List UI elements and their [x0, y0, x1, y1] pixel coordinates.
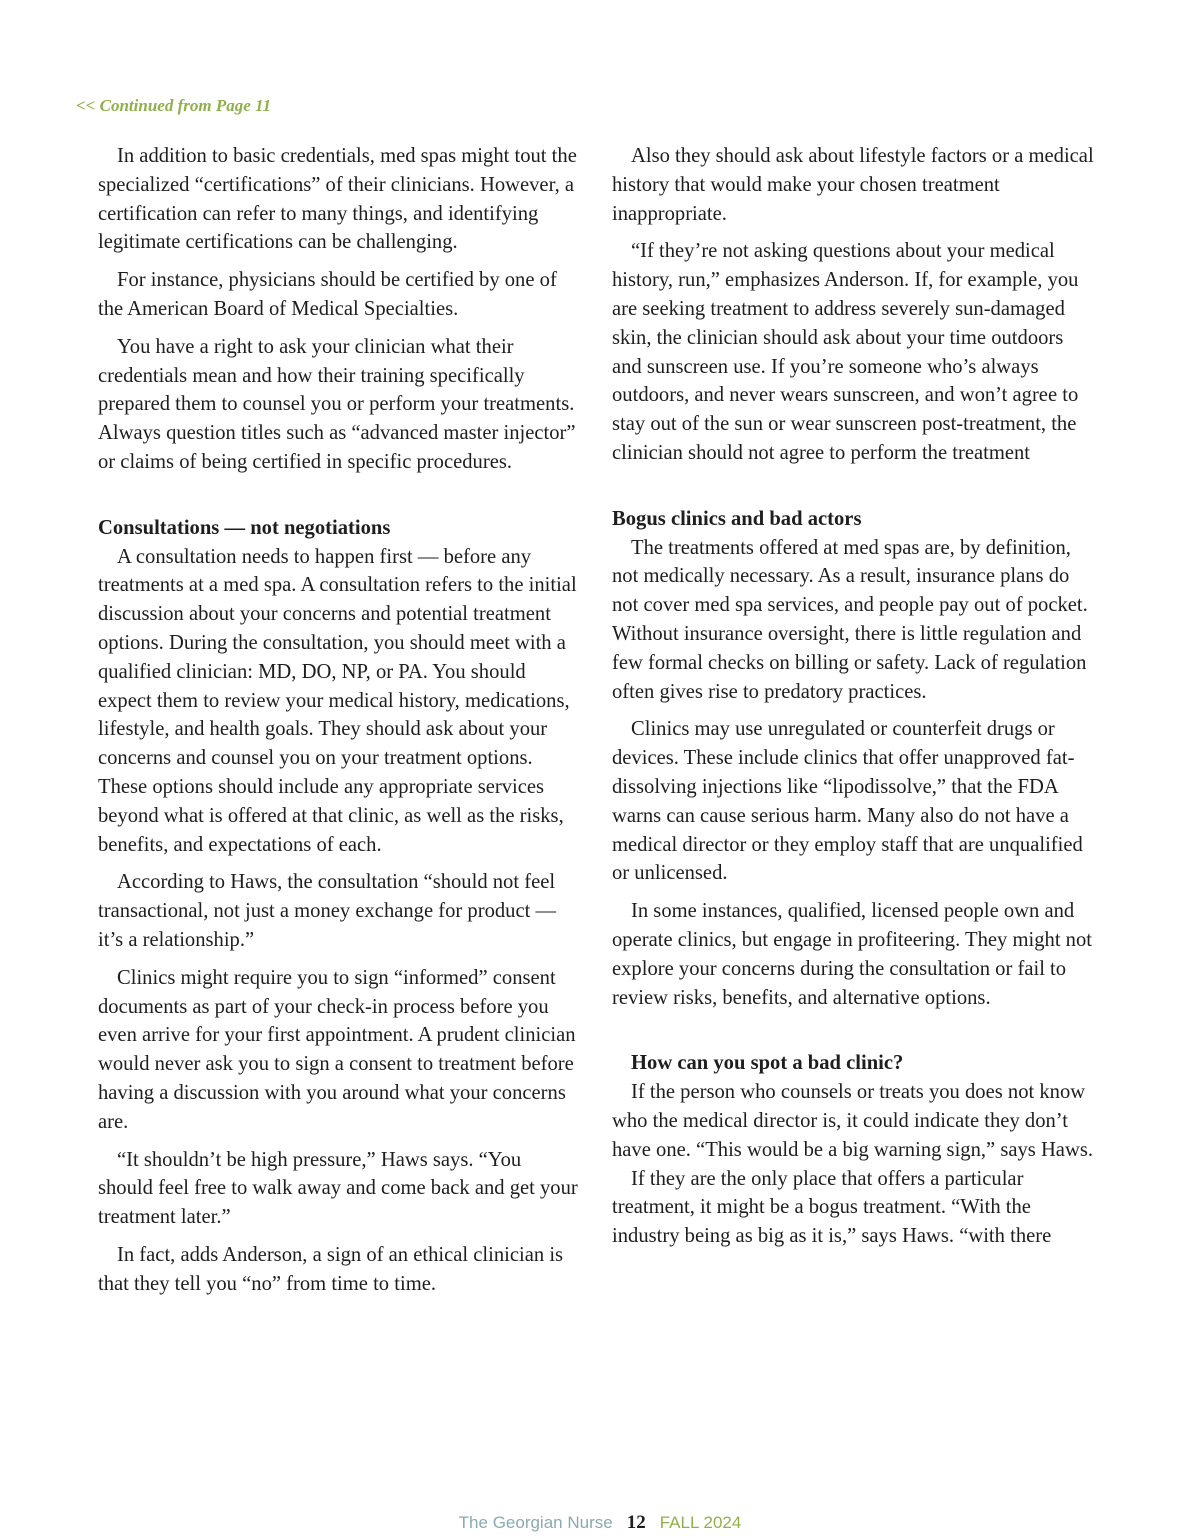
paragraph: “If they’re not asking questions about your medical history, run,” emphasizes Anderson. If, for example, you are seeking treatment to address severely sun-damaged skin, the clinician should ask about your time outdoors and sunscreen use. If you’re someone who’s always outdoors, and never wears sunscreen, and won’t agree to stay out of the sun or wear sunscreen post-treatment, the clinician should not agree to perform the treatment [612, 240, 1079, 464]
section-heading: Bogus clinics and bad actors [612, 507, 862, 530]
paragraph: “It shouldn’t be high pressure,” Haws says. “You should feel free to walk away and come back and get your treatment later.” [98, 1148, 578, 1229]
paragraph: If the person who counsels or treats you does not know who the medical director is, it could indicate they don’t have one. “This would be a big warning sign,” says Haws. [612, 1081, 1093, 1161]
paragraph: If they are the only place that offers a particular treatment, it might be a bogus treatment. “With the industry being as big as it is,” says Haws. “with there [612, 1167, 1052, 1248]
paragraph: For instance, physicians should be certified by one of the American Board of Medical Specialties. [98, 269, 557, 320]
section-heading: How can you spot a bad clinic? [631, 1052, 904, 1075]
paragraph: According to Haws, the consultation “should not feel transactional, not just a money exchange for product — it’s a relationship.” [98, 871, 557, 951]
page-footer [0, 1512, 1200, 1534]
section-spacer [612, 468, 1094, 505]
paragraph: The treatments offered at med spas are, by definition, not medically necessary. As a result, insurance plans do not cover med spa services, and people pay out of pocket. Without insurance oversight, there is little regulation and few formal checks on billing or safety. Lack of regulation often gives rise to predatory practices. [612, 536, 1088, 703]
right-column [612, 142, 1094, 1251]
section-heading: Consultations — not negotiations [98, 516, 391, 539]
issue-season: FALL 2024 [659, 1513, 742, 1532]
paragraph: In some instances, qualified, licensed people own and operate clinics, but engage in profiteering. They might not explore your concerns during the consultation or fail to review risks, benefits, and alternative options. [612, 900, 1093, 1009]
paragraph: Clinics might require you to sign “informed” consent documents as part of your check-in process before you even arrive for your first appointment. A prudent clinician would never ask you to sign a consent to treatment before having a discussion with you around what your concerns are. [98, 966, 576, 1133]
paragraph: Clinics may use unregulated or counterfeit drugs or devices. These include clinics that offer unapproved fat-dissolving injections like “lipodissolve,” that the FDA warns can cause serious harm. Many also do not have a medical director or they employ staff that are unqualified or unlicensed. [612, 718, 1083, 885]
paragraph: In addition to basic credentials, med spas might tout the specialized “certifications” of their clinicians. However, a certification can refer to many things, and identifying legitimate certifications can be challenging. [98, 145, 577, 254]
page-number: 12 [626, 1512, 646, 1533]
paragraph: You have a right to ask your clinician what their credentials mean and how their training specifically prepared them to counsel you or perform your treatments. Always question titles such as “advanced master injector” or claims of being certified in specific procedures. [98, 335, 576, 473]
magazine-title: The Georgian Nurse [458, 1513, 613, 1532]
paragraph: A consultation needs to happen first — before any treatments at a med spa. A consultation refers to the initial discussion about your concerns and potential treatment options. During the consultation, you should meet with a qualified clinician: MD, DO, NP, or PA. You should expect them to review your medical history, medications, lifestyle, and health goals. They should ask about your concerns and counsel you on your treatment options. These options should include any appropriate services beyond what is offered at that clinic, as well as the risks, benefits, and expectations of each. [98, 545, 577, 856]
continued-from-label: << Continued from Page 11 [76, 96, 272, 115]
section-spacer [612, 1012, 1094, 1049]
section-spacer [98, 477, 580, 514]
left-column [98, 142, 580, 1307]
paragraph: In fact, adds Anderson, a sign of an ethical clinician is that they tell you “no” from time to time. [98, 1243, 564, 1295]
paragraph: Also they should ask about lifestyle factors or a medical history that would make your chosen treatment inappropriate. [612, 145, 1094, 225]
